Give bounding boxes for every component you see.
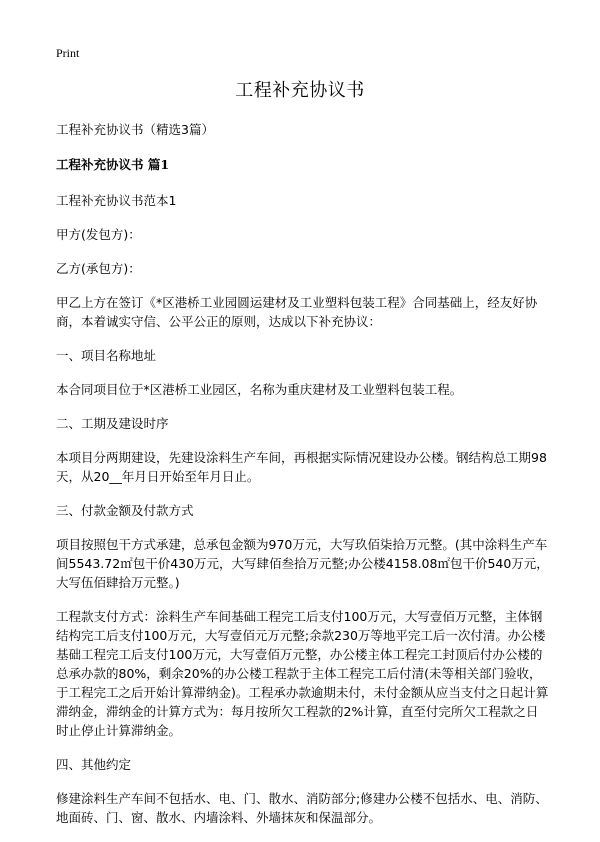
paragraph: 项目按照包干方式承建，总承包金额为970万元，大写玖佰柒拾万元整。(其中涂料生产车间5543.72㎡包干价430万元，大写肆佰叁拾万元整;办公楼4158.08㎡包干价540万元，大写伍佰肆拾万元整。) <box>56 537 549 590</box>
clause-heading: 二、工期及建设时序 <box>56 416 169 431</box>
section-heading: 工程补充协议书 篇1 <box>56 157 170 172</box>
paragraph: 本合同项目位于*区港桥工业园区，名称为重庆建材及工业塑料包装工程。 <box>56 382 463 397</box>
paragraph: 工程款支付方式：涂料生产车间基础工程完工后支付100万元，大写壹佰万元整，主体钢结构完工后支付100万元，大写壹佰元万元整;余款230万等地平完工后一次付清。办公楼基础工程完工后支付100万元，大写壹佰万元整，办公楼主体工程完工封顶后付办公楼的总承办款的80%，剩余20%的办公楼工程款于主体工程完工后付清(未等相关部门验收，于工程完工之后开始计算滞纳金)。工程承办款逾期未付，未付金额从应当支付之日起计算滞纳金，滞纳金的计算方式为：每月按所欠工程款的2%计算，直至付完所欠工程款之日时止停止计算滞纳金。 <box>56 609 549 738</box>
document-body <box>56 120 550 842</box>
party-b-line: 乙方(承包方)： <box>56 261 141 276</box>
paragraph: 本项目分两期建设，先建设涂料生产车间，再根据实际情况建设办公楼。钢结构总工期98天，从20__年月日开始至年月日止。 <box>56 450 547 484</box>
paragraph: 甲乙上方在签订《*区港桥工业园圆运建材及工业塑料包装工程》合同基础上，经友好协商，本着诚实守信、公平公正的原则，达成以下补充协议： <box>56 295 538 329</box>
subtitle-paragraph: 工程补充协议书（精选3篇） <box>56 122 214 137</box>
clause-heading: 一、项目名称地址 <box>56 348 157 363</box>
paragraph: 修建涂料生产车间不包括水、电、门、散水、消防部分;修建办公楼不包括水、电、消防、地面砖、门、窗、散水、内墙涂料、外墙抹灰和保温部分。 <box>56 791 548 825</box>
clause-heading: 四、其他约定 <box>56 757 132 772</box>
document-title: 工程补充协议书 <box>235 80 365 101</box>
paragraph: 工程补充协议书范本1 <box>56 193 177 208</box>
party-a-line: 甲方(发包方)： <box>56 227 141 242</box>
clause-heading: 三、付款金额及付款方式 <box>56 503 194 518</box>
print-label: Print <box>56 46 80 60</box>
